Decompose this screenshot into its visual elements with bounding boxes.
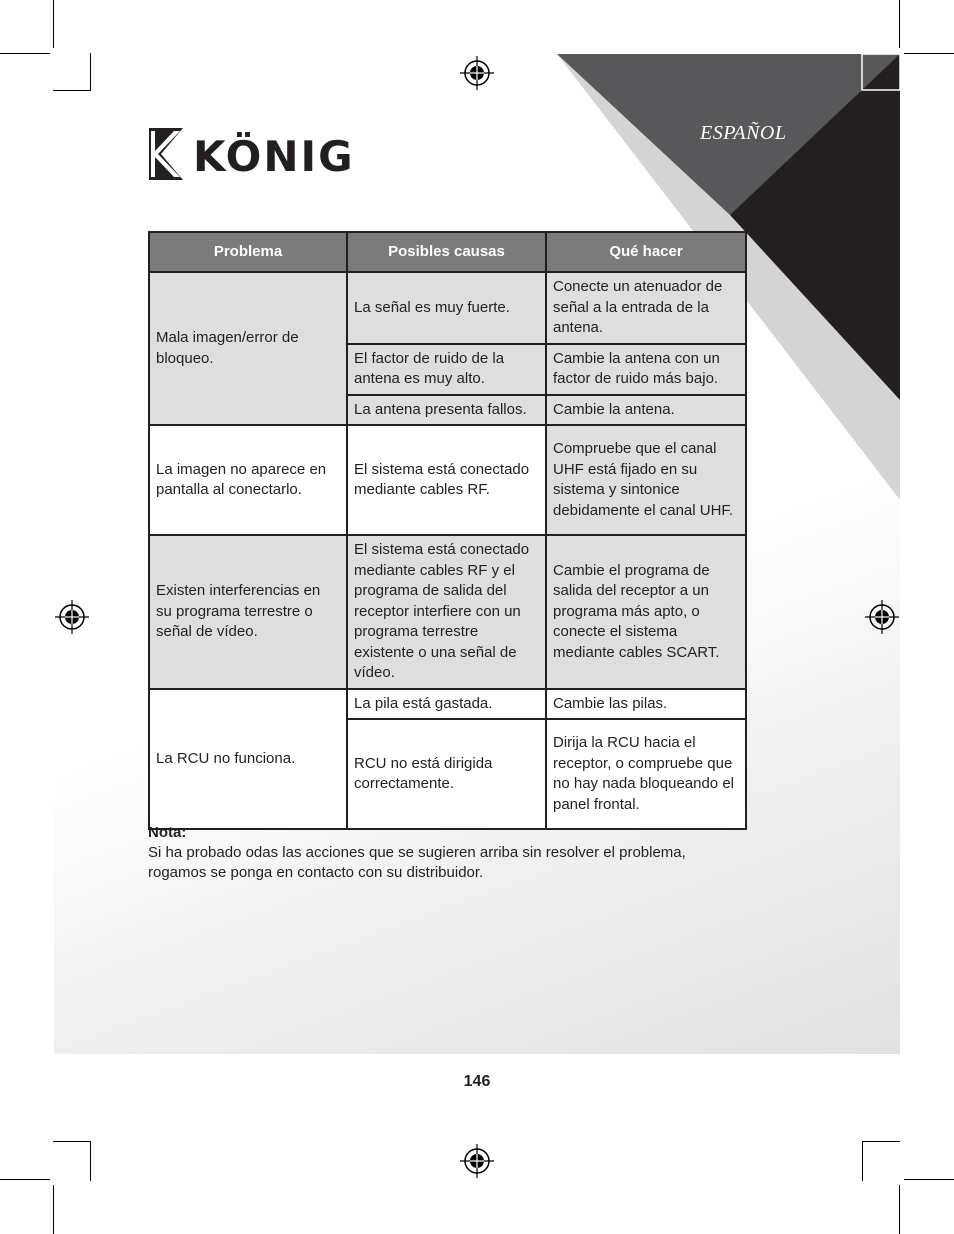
konig-logo bbox=[147, 126, 357, 182]
table-row bbox=[149, 535, 746, 689]
problem-cell: Existen interferencias en su programa terrestre o señal de vídeo. bbox=[149, 535, 347, 689]
crop-mark bbox=[53, 1185, 54, 1234]
crop-mark bbox=[904, 1179, 954, 1180]
table-row bbox=[149, 689, 746, 720]
problem-cell: La imagen no aparece en pantalla al conectarlo. bbox=[149, 425, 347, 535]
note-block bbox=[148, 823, 748, 883]
svg-text:KÖNIG: KÖNIG bbox=[193, 132, 355, 181]
problem-cell: Mala imagen/error de bloqueo. bbox=[149, 272, 347, 425]
registration-mark-icon bbox=[460, 1144, 494, 1178]
cause-cell: El sistema está conectado mediante cables RF y el programa de salida del receptor interfiere con un programa terrestre existente o una señal de vídeo. bbox=[347, 535, 546, 689]
crop-mark bbox=[90, 53, 91, 91]
crop-mark bbox=[899, 0, 900, 48]
troubleshooting-table bbox=[148, 231, 747, 830]
cause-cell: RCU no está dirigida correctamente. bbox=[347, 719, 546, 829]
cause-cell: El sistema está conectado mediante cables RF. bbox=[347, 425, 546, 535]
problem-cell: La RCU no funciona. bbox=[149, 689, 347, 830]
note-title: Nota: bbox=[148, 824, 187, 841]
table-row bbox=[149, 272, 746, 344]
action-cell: Cambie las pilas. bbox=[546, 689, 746, 720]
crop-mark bbox=[53, 1141, 91, 1142]
crop-mark bbox=[904, 53, 954, 54]
registration-mark-icon bbox=[460, 56, 494, 90]
cause-cell: La antena presenta fallos. bbox=[347, 395, 546, 426]
header-causes: Posibles causas bbox=[347, 232, 546, 272]
cause-cell: La señal es muy fuerte. bbox=[347, 272, 546, 344]
language-label: ESPAÑOL bbox=[700, 122, 787, 144]
header-problem: Problema bbox=[149, 232, 347, 272]
crop-mark bbox=[862, 1141, 900, 1142]
registration-mark-icon bbox=[865, 600, 899, 634]
crop-mark bbox=[899, 1185, 900, 1234]
action-cell: Cambie la antena. bbox=[546, 395, 746, 426]
action-cell: Cambie el programa de salida del receptor a un programa más apto, o conecte el sistema mediante cables SCART. bbox=[546, 535, 746, 689]
crop-mark bbox=[0, 1179, 50, 1180]
page-number: 146 bbox=[463, 1073, 491, 1090]
action-cell: Conecte un atenuador de señal a la entrada de la antena. bbox=[546, 272, 746, 344]
action-cell: Compruebe que el canal UHF está fijado en su sistema y sintonice debidamente el canal UHF. bbox=[546, 425, 746, 535]
cause-cell: La pila está gastada. bbox=[347, 689, 546, 720]
crop-mark bbox=[862, 1141, 863, 1181]
crop-mark bbox=[90, 1141, 91, 1181]
crop-mark bbox=[53, 0, 54, 48]
header-action: Qué hacer bbox=[546, 232, 746, 272]
action-cell: Dirija la RCU hacia el receptor, o compruebe que no hay nada bloqueando el panel frontal. bbox=[546, 719, 746, 829]
table-header-row bbox=[149, 232, 746, 272]
note-text: Si ha probado odas las acciones que se sugieren arriba sin resolver el problema, rogamos se ponga en contacto con su distribuidor. bbox=[148, 844, 686, 881]
crop-mark bbox=[53, 90, 91, 91]
cause-cell: El factor de ruido de la antena es muy alto. bbox=[347, 344, 546, 395]
table-row bbox=[149, 425, 746, 535]
registration-mark-icon bbox=[55, 600, 89, 634]
crop-mark bbox=[0, 53, 50, 54]
action-cell: Cambie la antena con un factor de ruido más bajo. bbox=[546, 344, 746, 395]
